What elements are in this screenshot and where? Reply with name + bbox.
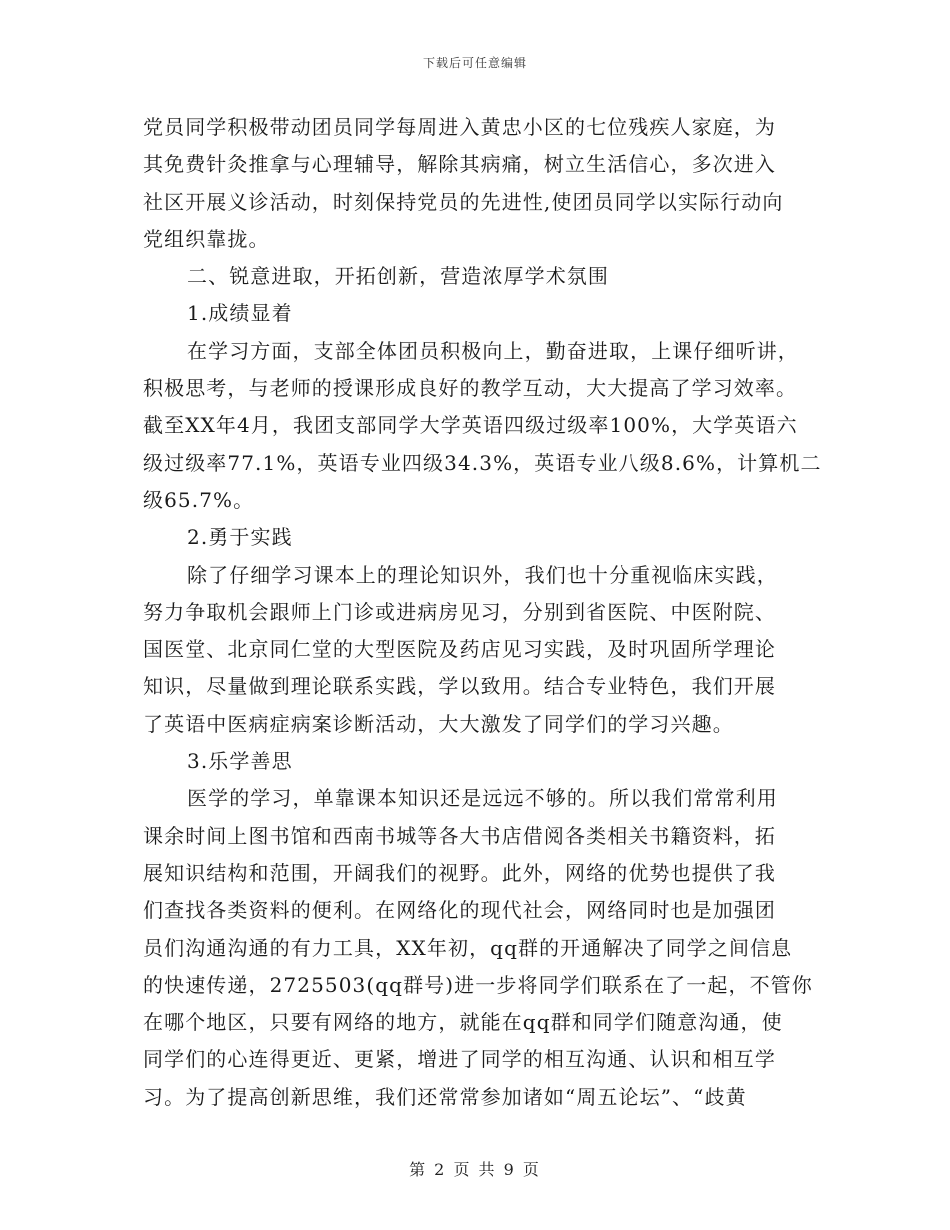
page-number: 第 2 页 共 9 页 xyxy=(409,1160,541,1179)
text-line: 了英语中医病症病案诊断活动，大大激发了同学们的学习兴趣。 xyxy=(143,711,734,736)
text-line: 除了仔细学习课本上的理论知识外，我们也十分重视临床实践， xyxy=(187,562,778,587)
text-line: 1.成绩显着 xyxy=(187,301,293,326)
text-line: 员们沟通沟通的有力工具，XX年初，qq群的开通解决了同学之间信息 xyxy=(143,935,793,960)
text-line: 党员同学积极带动团员同学每周进入黄忠小区的七位残疾人家庭，为 xyxy=(143,115,776,139)
document-body xyxy=(143,112,822,1119)
text-line: 同学们的心连得更近、更紧，增进了同学的相互沟通、认识和相互学 xyxy=(143,1047,776,1072)
text-line: 截至XX年4月，我团支部同学大学英语四级过级率100%，大学英语六 xyxy=(143,413,798,438)
text-line: 3.乐学善思 xyxy=(187,749,293,774)
text-line: 在学习方面，支部全体团员积极向上，勤奋进取，上课仔细听讲， xyxy=(187,338,799,363)
text-line: 党组织靠拢。 xyxy=(143,226,270,251)
text-line: 积极思考，与老师的授课形成良好的教学互动，大大提高了学习效率。 xyxy=(143,376,798,401)
text-line: 努力争取机会跟师上门诊或进病房见习，分别到省医院、中医附院、 xyxy=(143,599,776,624)
text-line: 国医堂、北京同仁堂的大型医院及药店见习实践，及时巩固所学理论 xyxy=(143,637,776,662)
text-line: 其免费针灸推拿与心理辅导，解除其病痛，树立生活信心，多次进入 xyxy=(143,152,776,177)
text-line: 展知识结构和范围，开阔我们的视野。此外，网络的优势也提供了我 xyxy=(143,860,776,885)
text-line: 们查找各类资料的便利。在网络化的现代社会，网络同时也是加强团 xyxy=(143,898,776,923)
text-line: 二、锐意进取，开拓创新，营造浓厚学术氛围 xyxy=(187,264,609,289)
text-line: 医学的学习，单靠课本知识还是远远不够的。所以我们常常利用 xyxy=(187,786,778,811)
text-line: 在哪个地区，只要有网络的地方，就能在qq群和同学们随意沟通，使 xyxy=(143,1010,783,1035)
text-line: 的快速传递，2725503(qq群号)进一步将同学们联系在了一起，不管你 xyxy=(143,972,813,997)
header-note: 下载后可任意编辑 xyxy=(422,56,527,70)
text-line: 习。为了提高创新思维，我们还常常参加诸如“周五论坛”、“歧黄 xyxy=(143,1084,747,1109)
text-line: 级过级率77.1%，英语专业四级34.3%，英语专业八级8.6%，计算机二 xyxy=(143,450,822,475)
text-line: 知识，尽量做到理论联系实践，学以致用。结合专业特色，我们开展 xyxy=(143,674,776,699)
text-line: 课余时间上图书馆和西南书城等各大书店借阅各类相关书籍资料，拓 xyxy=(143,823,776,848)
text-line: 社区开展义诊活动，时刻保持党员的先进性,使团员同学以实际行动向 xyxy=(143,189,784,214)
text-line: 级65.7%。 xyxy=(143,487,255,512)
text-line: 2.勇于实践 xyxy=(187,525,293,550)
